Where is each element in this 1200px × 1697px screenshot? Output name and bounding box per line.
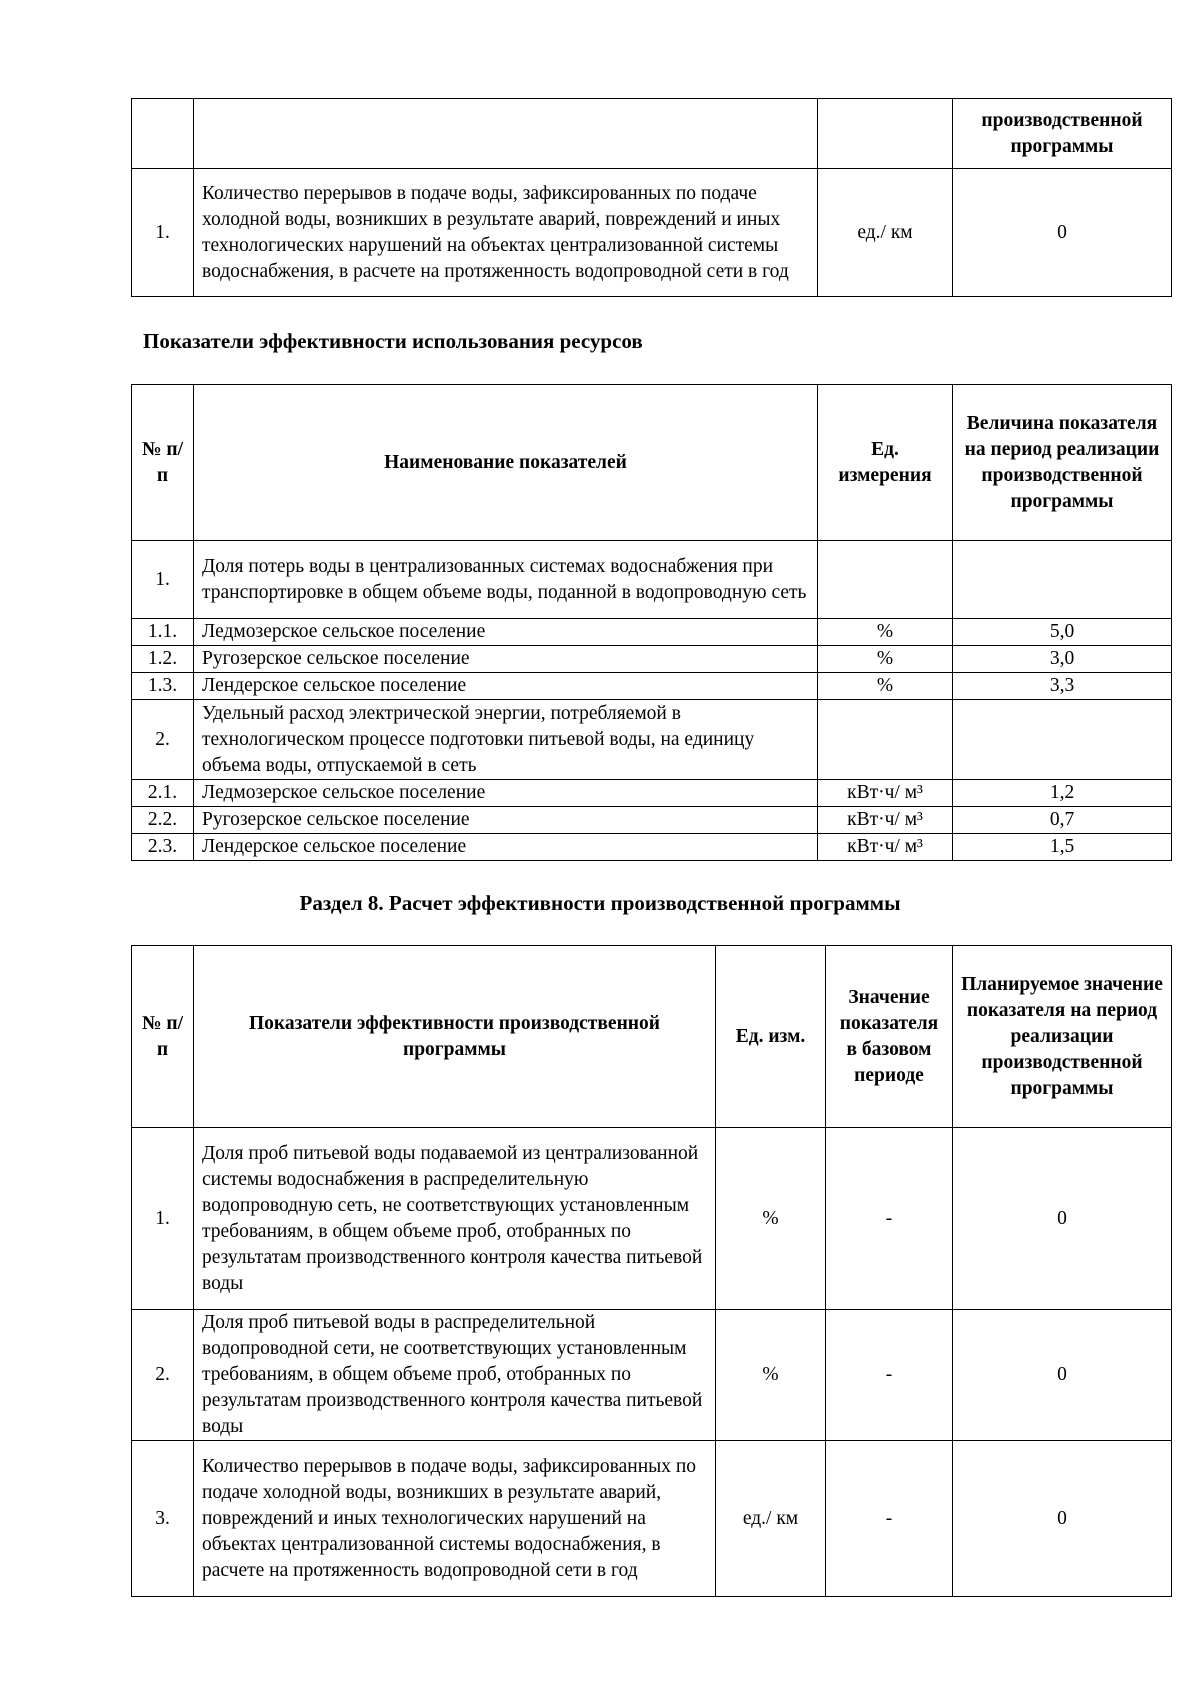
row-number: 1.1. xyxy=(132,619,194,646)
row-base: - xyxy=(826,1310,953,1441)
row-name: Доля проб питьевой воды в распределительной водопроводной сети, не соответствующих установленным требованиям, в общем объеме проб, отобранных по результатам производственного контроля качества питьевой воды xyxy=(194,1310,716,1441)
header-cell-empty xyxy=(132,99,194,169)
row-unit: % xyxy=(716,1128,826,1310)
table-row xyxy=(132,1128,1172,1310)
row-value: 1,2 xyxy=(953,780,1172,807)
row-name: Ледмозерское сельское поселение xyxy=(194,619,818,646)
table-row xyxy=(132,673,1172,700)
table-row xyxy=(132,619,1172,646)
table-row xyxy=(132,834,1172,861)
header-cell-empty xyxy=(194,99,818,169)
table-row xyxy=(132,541,1172,619)
row-unit: % xyxy=(818,619,953,646)
row-name: Доля потерь воды в централизованных системах водоснабжения при транспортировке в общем объеме воды, поданной в водопроводную сеть xyxy=(194,541,818,619)
header-unit: Ед. измерения xyxy=(818,385,953,541)
section-title-section8: Раздел 8. Расчет эффективности производственной программы xyxy=(299,891,901,915)
row-value: 1,5 xyxy=(953,834,1172,861)
row-unit: кВт·ч/ м³ xyxy=(818,834,953,861)
row-name: Лендерское сельское поселение xyxy=(194,834,818,861)
row-unit: кВт·ч/ м³ xyxy=(818,807,953,834)
row-unit: кВт·ч/ м³ xyxy=(818,780,953,807)
row-planned: 0 xyxy=(953,1310,1172,1441)
row-number: 2.1. xyxy=(132,780,194,807)
row-value: 5,0 xyxy=(953,619,1172,646)
table-header-row xyxy=(132,385,1172,541)
table-row xyxy=(132,700,1172,780)
table-row xyxy=(132,1441,1172,1597)
row-number: 1.2. xyxy=(132,646,194,673)
row-unit: % xyxy=(818,646,953,673)
row-value: 3,3 xyxy=(953,673,1172,700)
row-unit xyxy=(818,700,953,780)
row-base: - xyxy=(826,1441,953,1597)
header-name: Наименование показателей xyxy=(194,385,818,541)
header-cell-value: производственной программы xyxy=(953,99,1172,169)
row-number: 1. xyxy=(132,541,194,619)
row-unit: % xyxy=(716,1310,826,1441)
row-unit xyxy=(818,541,953,619)
row-number: 1. xyxy=(132,169,194,297)
row-name: Ругозерское сельское поселение xyxy=(194,646,818,673)
row-unit: ед./ км xyxy=(818,169,953,297)
row-value: 0 xyxy=(953,169,1172,297)
row-number: 2.2. xyxy=(132,807,194,834)
row-number: 2.3. xyxy=(132,834,194,861)
table-row xyxy=(132,169,1172,297)
header-num: № п/п xyxy=(132,946,194,1128)
row-value: 0,7 xyxy=(953,807,1172,834)
row-number: 1.3. xyxy=(132,673,194,700)
table-row xyxy=(132,807,1172,834)
row-base: - xyxy=(826,1128,953,1310)
row-number: 3. xyxy=(132,1441,194,1597)
row-name: Количество перерывов в подаче воды, зафиксированных по подаче холодной воды, возникших в результате аварий, повреждений и иных технологических нарушений на объектах централизованной системы водоснабжения, в расчете на протяженность водопроводной сети в год xyxy=(194,1441,716,1597)
row-unit: % xyxy=(818,673,953,700)
header-base: Значение показателя в базовом периоде xyxy=(826,946,953,1128)
row-name: Удельный расход электрической энергии, потребляемой в технологическом процессе подготовки питьевой воды, на единицу объема воды, отпускаемой в сеть xyxy=(194,700,818,780)
table-header-row xyxy=(132,946,1172,1128)
row-unit: ед./ км xyxy=(716,1441,826,1597)
resource-efficiency-table xyxy=(131,384,1172,861)
row-name: Ледмозерское сельское поселение xyxy=(194,780,818,807)
row-number: 1. xyxy=(132,1128,194,1310)
table-row xyxy=(132,1310,1172,1441)
row-number: 2. xyxy=(132,700,194,780)
row-name: Количество перерывов в подаче воды, зафиксированных по подаче холодной воды, возникших в результате аварий, повреждений и иных технологических нарушений на объектах централизованной системы водоснабжения, в расчете на протяженность водопроводной сети в год xyxy=(194,169,818,297)
row-name: Лендерское сельское поселение xyxy=(194,673,818,700)
continued-indicator-table xyxy=(131,98,1172,297)
table-header-row xyxy=(132,99,1172,169)
row-name: Ругозерское сельское поселение xyxy=(194,807,818,834)
header-num: № п/п xyxy=(132,385,194,541)
row-planned: 0 xyxy=(953,1128,1172,1310)
header-planned: Планируемое значение показателя на период реализации производственной программы xyxy=(953,946,1172,1128)
table-row xyxy=(132,646,1172,673)
table-row xyxy=(132,780,1172,807)
header-cell-empty xyxy=(818,99,953,169)
row-value xyxy=(953,541,1172,619)
header-name: Показатели эффективности производственной программы xyxy=(194,946,716,1128)
row-planned: 0 xyxy=(953,1441,1172,1597)
program-efficiency-table xyxy=(131,945,1172,1597)
section-title-resources: Показатели эффективности использования ресурсов xyxy=(143,329,643,353)
header-unit: Ед. изм. xyxy=(716,946,826,1128)
row-value: 3,0 xyxy=(953,646,1172,673)
header-value: Величина показателя на период реализации производственной программы xyxy=(953,385,1172,541)
row-number: 2. xyxy=(132,1310,194,1441)
row-name: Доля проб питьевой воды подаваемой из централизованной системы водоснабжения в распределительную водопроводную сеть, не соответствующих установленным требованиям, в общем объеме проб, отобранных по результатам производственного контроля качества питьевой воды xyxy=(194,1128,716,1310)
row-value xyxy=(953,700,1172,780)
